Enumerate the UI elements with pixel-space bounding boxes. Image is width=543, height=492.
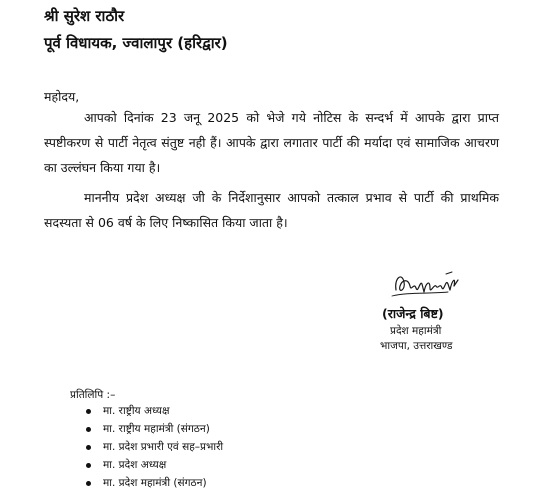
copy-to-item <box>86 456 223 474</box>
addressee-title: पूर्व विधायक, ज्वालापुर (हरिद्वार) <box>44 34 228 52</box>
signatory-org: भाजपा, उत्तराखण्ड <box>380 340 453 352</box>
copy-to-list <box>86 402 223 492</box>
copy-to-item-label: मा. प्रदेश अध्यक्ष <box>103 459 167 471</box>
bullet-icon <box>86 463 91 468</box>
copy-to-item-label: मा. प्रदेश प्रभारी एवं सह–प्रभारी <box>103 441 224 453</box>
signatory-post: प्रदेश महामंत्री <box>390 325 442 337</box>
copy-to-label: प्रतिलिपि :– <box>70 389 116 401</box>
copy-to-item-label: मा. प्रदेश महामंत्री (संगठन) <box>103 477 207 489</box>
signatory-name: (राजेन्द्र बिष्ट) <box>382 306 444 321</box>
copy-to-item-label: मा. राष्ट्रीय अध्यक्ष <box>103 405 170 417</box>
bullet-icon <box>86 409 91 414</box>
addressee-name: श्री सुरेश राठौर <box>44 7 125 25</box>
body-paragraph-1: आपको दिनांक 23 जनू 2025 को भेजे गये नोटिस के सन्दर्भ में आपके द्वारा प्राप्त स्पष्टीकरण से पार्टी नेतृत्व संतुष्ट नही हैं। आपके द्वारा लगातार पार्टी की मर्यादा एवं सामाजिक आचरण का उल्लंघन किया गया है। <box>44 110 499 175</box>
bullet-icon <box>86 427 91 432</box>
copy-to-item <box>86 420 223 438</box>
body-paragraph-2: माननीय प्रदेश अध्यक्ष जी के निर्देशानुसार आपको तत्काल प्रभाव से पार्टी की प्राथमिक सदस्यता से 06 वर्ष के लिए निष्कासित किया जाता है। <box>44 190 499 230</box>
salutation: महोदय, <box>44 89 80 104</box>
bullet-icon <box>86 445 91 450</box>
copy-to-item <box>86 438 223 456</box>
copy-to-item-label: मा. राष्ट्रीय महामंत्री (संगठन) <box>103 423 210 435</box>
copy-to-item <box>86 474 223 492</box>
handwritten-signature <box>388 268 466 304</box>
bullet-icon <box>86 481 91 486</box>
copy-to-item <box>86 402 223 420</box>
